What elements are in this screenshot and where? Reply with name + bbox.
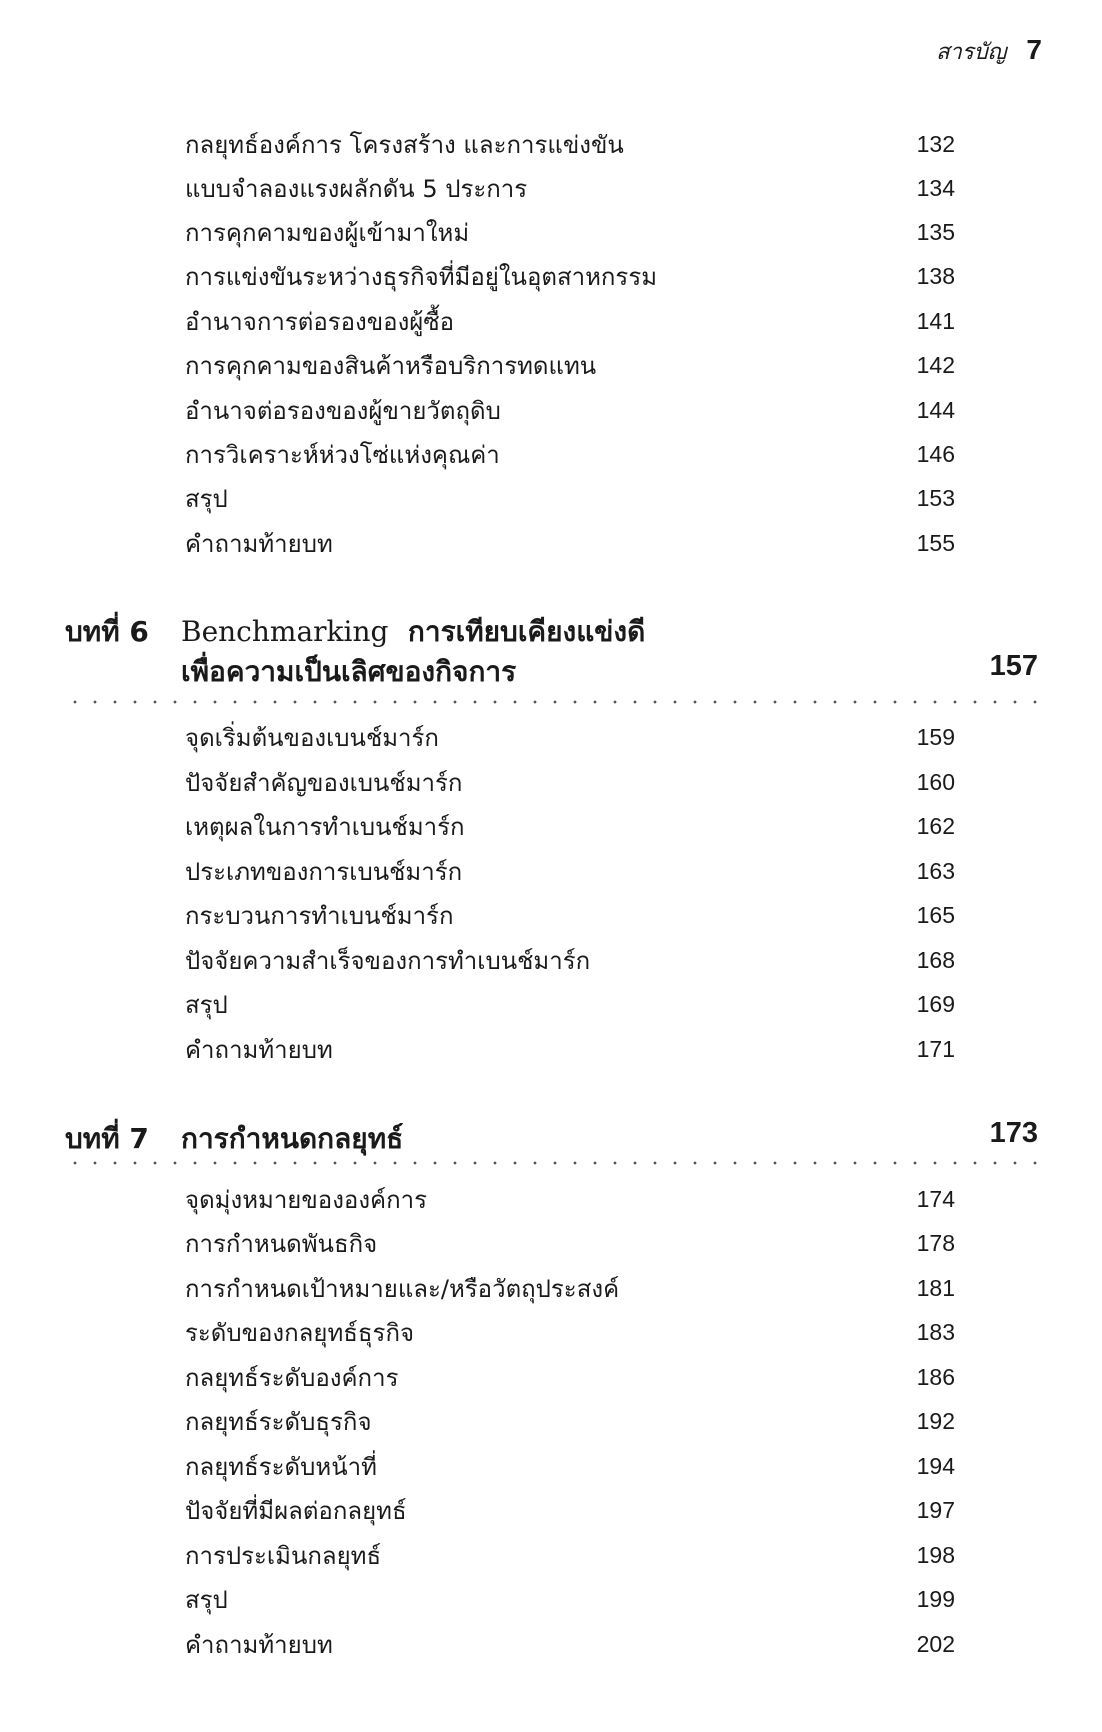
- entry-title: ปัจจัยสำคัญของเบนช์มาร์ก: [185, 768, 463, 797]
- running-head: [936, 34, 1042, 69]
- entry-page: 186: [916, 1363, 955, 1390]
- entry-page: 183: [916, 1318, 955, 1345]
- chapter-page: 173: [989, 1117, 1038, 1149]
- entry-page: 142: [916, 351, 955, 378]
- chapter-title-line2: เพื่อความเป็นเลิศของกิจการ: [181, 655, 517, 688]
- entry-page: 202: [916, 1630, 955, 1657]
- entry-title: การประเมินกลยุทธ์: [185, 1541, 382, 1570]
- entry-title: สรุป: [185, 990, 228, 1019]
- chapter-page: 157: [989, 650, 1038, 682]
- toc-entry: [185, 168, 955, 208]
- chapter-title-line1: [181, 610, 645, 654]
- toc-entry: [185, 1535, 955, 1575]
- entry-page: 153: [916, 484, 955, 511]
- toc-entry: [185, 256, 955, 296]
- toc-entry: [185, 478, 955, 518]
- toc-entry: [185, 940, 955, 980]
- chapter-7-heading: [65, 1117, 1038, 1157]
- entry-title: ประเภทของการเบนช์มาร์ก: [185, 857, 463, 886]
- entry-title: จุดมุ่งหมายขององค์การ: [185, 1185, 427, 1214]
- toc-entry: [185, 1268, 955, 1308]
- toc-entry: [185, 1579, 955, 1619]
- running-title: สารบัญ: [936, 40, 1007, 65]
- chapter-6-heading: [65, 610, 1038, 690]
- toc-entry: [185, 1357, 955, 1397]
- toc-entry: [185, 1029, 955, 1069]
- toc-entry: [185, 1490, 955, 1530]
- entry-page: 199: [916, 1585, 955, 1612]
- toc-entry: [185, 345, 955, 385]
- entry-page: 165: [916, 901, 955, 928]
- entry-title: การแข่งขันระหว่างธุรกิจที่มีอยู่ในอุตสาหกรรม: [185, 262, 658, 291]
- entry-title: การคุกคามของผู้เข้ามาใหม่: [185, 218, 470, 247]
- toc-entry: [185, 895, 955, 935]
- entry-title: จุดเริ่มต้นของเบนช์มาร์ก: [185, 723, 439, 752]
- entry-title: อำนาจต่อรองของผู้ขายวัตถุดิบ: [185, 396, 501, 425]
- toc-entry: [185, 1179, 955, 1219]
- entry-title: กระบวนการทำเบนช์มาร์ก: [185, 901, 454, 930]
- chapter-label: บทที่ 7: [65, 1122, 149, 1155]
- entry-page: 174: [916, 1185, 955, 1212]
- chapter-title-english: Benchmarking: [181, 615, 389, 648]
- entry-page: 171: [916, 1035, 955, 1062]
- toc-entry: [185, 301, 955, 341]
- entry-page: 197: [916, 1496, 955, 1523]
- entry-title: คำถามท้ายบท: [185, 529, 333, 558]
- entry-page: 155: [916, 529, 955, 556]
- toc-entry: [185, 1312, 955, 1352]
- entry-title: ระดับของกลยุทธ์ธุรกิจ: [185, 1318, 415, 1347]
- toc-entry: [185, 717, 955, 757]
- entry-page: 135: [916, 218, 955, 245]
- entry-title: แบบจำลองแรงผลักดัน 5 ประการ: [185, 174, 528, 203]
- entry-title: การคุกคามของสินค้าหรือบริการทดแทน: [185, 351, 597, 380]
- entry-title: ปัจจัยที่มีผลต่อกลยุทธ์: [185, 1496, 407, 1525]
- toc-entry: [185, 1624, 955, 1664]
- entry-title: การวิเคราะห์ห่วงโซ่แห่งคุณค่า: [185, 440, 500, 469]
- entry-title: กลยุทธ์ระดับองค์การ: [185, 1363, 399, 1392]
- dotted-divider: [65, 1161, 1038, 1165]
- dotted-divider: [65, 700, 1038, 704]
- entry-title: เหตุผลในการทำเบนช์มาร์ก: [185, 812, 465, 841]
- entry-page: 144: [916, 396, 955, 423]
- entry-page: 134: [916, 174, 955, 201]
- page-number: 7: [1026, 34, 1042, 65]
- entry-title: ปัจจัยความสำเร็จของการทำเบนช์มาร์ก: [185, 946, 591, 975]
- entry-title: สรุป: [185, 484, 228, 513]
- toc-entry: [185, 851, 955, 891]
- entry-title: กลยุทธ์ระดับหน้าที่: [185, 1452, 377, 1481]
- chapter-title: การกำหนดกลยุทธ์: [181, 1122, 404, 1155]
- toc-entry: [185, 523, 955, 563]
- entry-title: การกำหนดพันธกิจ: [185, 1229, 378, 1258]
- toc-entry: [185, 1446, 955, 1486]
- entry-page: 160: [916, 768, 955, 795]
- entry-title: สรุป: [185, 1585, 228, 1614]
- entry-page: 141: [916, 307, 955, 334]
- entry-page: 198: [916, 1541, 955, 1568]
- entry-title: คำถามท้ายบท: [185, 1035, 333, 1064]
- toc-entry: [185, 434, 955, 474]
- toc-entry: [185, 984, 955, 1024]
- entry-title: กลยุทธ์ระดับธุรกิจ: [185, 1407, 372, 1436]
- entry-title: การกำหนดเป้าหมายและ/หรือวัตถุประสงค์: [185, 1274, 620, 1303]
- entry-page: 194: [916, 1452, 955, 1479]
- toc-entry: [185, 390, 955, 430]
- toc-entry: [185, 1223, 955, 1263]
- entry-page: 163: [916, 857, 955, 884]
- toc-entry: [185, 1401, 955, 1441]
- toc-entry: [185, 806, 955, 846]
- chapter-title-thai: การเทียบเคียงแข่งดี: [407, 615, 646, 648]
- toc-entry: [185, 212, 955, 252]
- toc-entry: [185, 124, 955, 164]
- entry-page: 162: [916, 812, 955, 839]
- entry-page: 192: [916, 1407, 955, 1434]
- entry-title: อำนาจการต่อรองของผู้ซื้อ: [185, 307, 455, 336]
- entry-page: 169: [916, 990, 955, 1017]
- entry-page: 146: [916, 440, 955, 467]
- chapter-label: บทที่ 6: [65, 615, 149, 648]
- entry-page: 159: [916, 723, 955, 750]
- toc-entry: [185, 762, 955, 802]
- entry-title: คำถามท้ายบท: [185, 1630, 333, 1659]
- entry-page: 178: [916, 1229, 955, 1256]
- entry-page: 168: [916, 946, 955, 973]
- entry-page: 132: [916, 130, 955, 157]
- entry-page: 181: [916, 1274, 955, 1301]
- entry-page: 138: [916, 262, 955, 289]
- entry-title: กลยุทธ์องค์การ โครงสร้าง และการแข่งขัน: [185, 130, 624, 159]
